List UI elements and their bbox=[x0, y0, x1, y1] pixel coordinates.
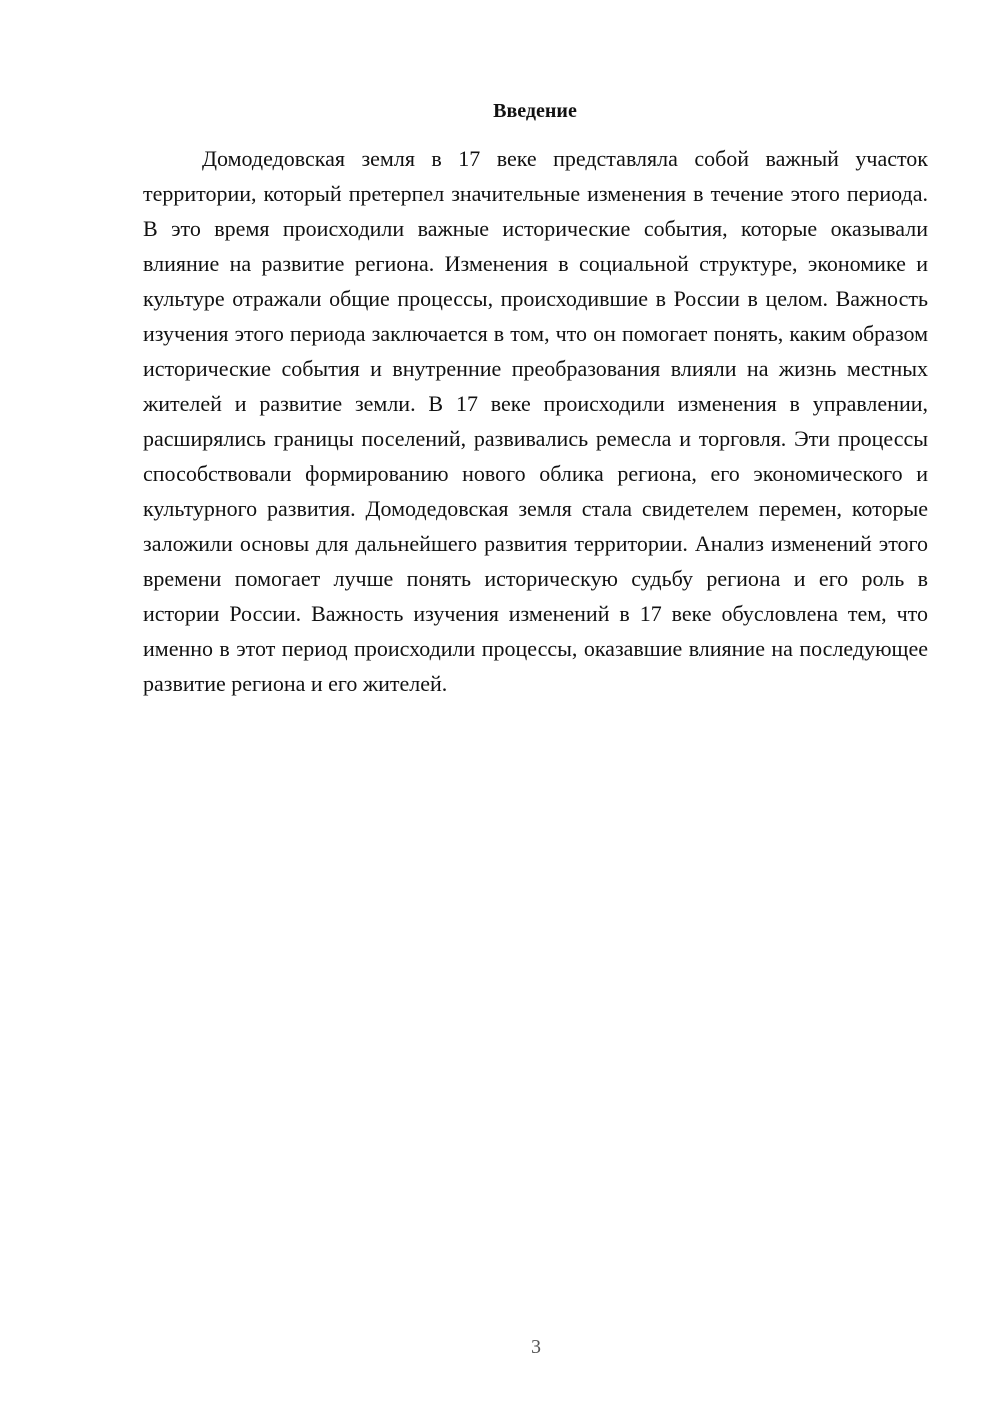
section-heading: Введение bbox=[493, 100, 577, 122]
page-number: 3 bbox=[531, 1336, 541, 1358]
body-paragraph: Домодедовская земля в 17 веке представляла собой важный участок территории, который претерпел значительные изменения в течение этого периода. В это время происходили важные исторические события, которые оказывали влияние на развитие региона. Изменения в социальной структуре, экономике и культуре отражали общие процессы, происходившие в России в целом. Важность изучения этого периода заключается в том, что он помогает понять, каким образом исторические события и внутренние преобразования влияли на жизнь местных жителей и развитие земли. В 17 веке происходили изменения в управлении, расширялись границы поселений, развивались ремесла и торговля. Эти процессы способствовали формированию нового облика региона, его экономического и культурного развития. Домодедовская земля стала свидетелем перемен, которые заложили основы для дальнейшего развития территории. Анализ изменений этого времени помогает лучше понять историческую судьбу региона и его роль в истории России. Важность изучения изменений в 17 веке обусловлена тем, что именно в этот период происходили процессы, оказавшие влияние на последующее развитие региона и его жителей. bbox=[143, 146, 928, 696]
